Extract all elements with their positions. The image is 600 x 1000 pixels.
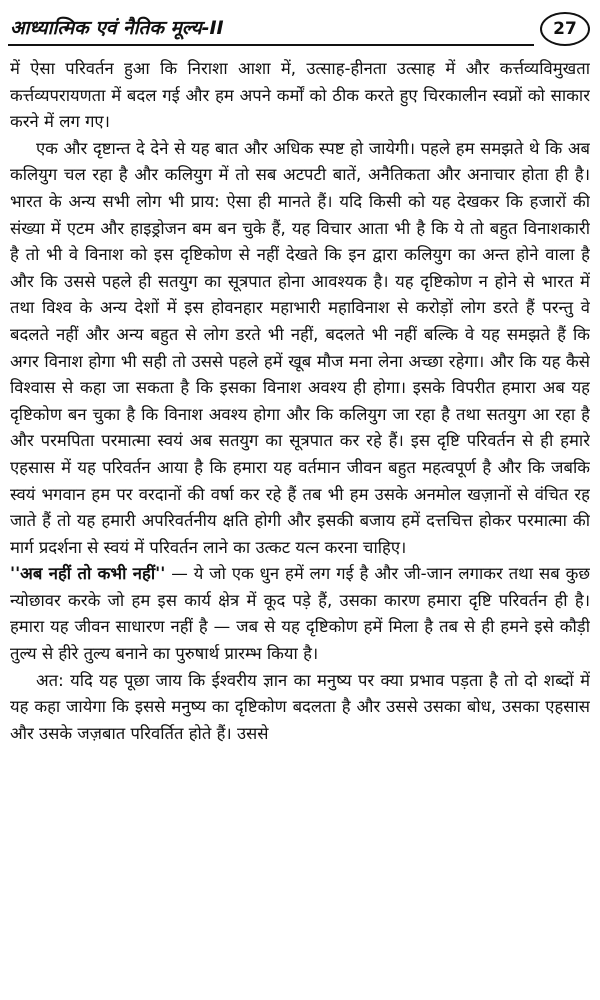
emphasis-quote: ''अब नहीं तो कभी नहीं'' [10, 564, 166, 584]
paragraph-now-or-never-text: — ये जो एक धुन हमें लग गई है और जी-जान लगाकर तथा सब कुछ न्योछावर करके जो हम इस कार्य क्षेत्र में कूद पड़े हैं, उसका कारण हमारा दृष्टि परिवर्तन ही है। हमारा यह जीवन साधारण नहीं है — जब से यह दृष्टिकोण हमें मिला है तब से ही हमने इसे कौड़ी तुल्य से हीरे तुल्य बनाने का पुरुषार्थ प्रारम्भ किया है। [10, 564, 590, 664]
paragraph-continuation: में ऐसा परिवर्तन हुआ कि निराशा आशा में, उत्साह-हीनता उत्साह में और कर्त्तव्यविमुखता कर्त्तव्यपरायणता में बदल गई और हम अपने कर्मों को ठीक करते हुए चिरकालीन स्वप्नों को साकार करने में लग गए। [10, 59, 590, 132]
running-title: आध्यात्मिक एवं नैतिक मूल्य-II [10, 17, 224, 39]
header-rule [8, 44, 534, 46]
paragraph-now-or-never [10, 561, 590, 667]
page-number: 27 [540, 12, 590, 46]
body-text [10, 56, 590, 996]
paragraph-example: एक और दृष्टान्त दे देने से यह बात और अधिक स्पष्ट हो जायेगी। पहले हम समझते थे कि अब कलियुग चल रहा है और कलियुग में तो सब अटपटी बातें, अनैतिकता और अनाचार होता ही है। भारत के अन्य सभी लोग भी प्राय: ऐसा ही मानते हैं। यदि किसी को यह देखकर कि हजारों की संख्या में एटम और हाइड्रोजन बम बन चुके हैं, यह विचार आता भी है कि ये तो बहुत विनाशकारी है तो भी वे विनाश को इस दृष्टिकोण से नहीं देखते कि इन द्वारा कलियुग का अन्त होने वाला है और कि उससे पहले ही सतयुग का सूत्रपात होना आवश्यक है। यह दृष्टिकोण न होने से भारत में तथा विश्व के अन्य देशों में इस होवनहार महाभारी महाविनाश से करोड़ों लोग डरते हैं परन्तु वे बदलते नहीं और अन्य बहुत से लोग डरते भी नहीं, बदलते भी नहीं बल्कि वे यह समझते हैं कि अगर विनाश होगा भी सही तो उससे पहले हमें खूब मौज मना लेना अच्छा रहेगा। और कि यह कैसे विश्वास से कहा जा सकता है कि इसका विनाश अवश्य ही होगा। इसके विपरीत हमारा अब यह दृष्टिकोण बन चुका है कि विनाश अवश्य होगा और कि कलियुग जा रहा है तथा सतयुग आ रहा है और परमपिता परमात्मा स्वयं अब सतयुग का सूत्रपात कर रहे हैं। इस दृष्टि परिवर्तन से ही हमारे एहसास में यह परिवर्तन आया है कि हमारा यह वर्तमान जीवन बहुत महत्वपूर्ण है और कि जबकि स्वयं भगवान हम पर वरदानों की वर्षा कर रहे हैं तब भी हम उसके अनमोल खज़ानों से वंचित रह जाते हैं तो यह हमारी अपरिवर्तनीय क्षति होगी और इसकी बजाय हमें दत्तचित्त होकर परमात्मा की मार्ग प्रदर्शना से स्वयं में परिवर्तन लाने का उत्कट यत्न करना चाहिए। [10, 138, 590, 557]
page-header [8, 6, 592, 46]
paragraph-conclusion: अत: यदि यह पूछा जाय कि ईश्वरीय ज्ञान का मनुष्य पर क्या प्रभाव पड़ता है तो दो शब्दों में यह कहा जायेगा कि इससे मनुष्य का दृष्टिकोण बदलता है और उससे उसका बोध, उसका एहसास और उसके जज़बात परिवर्तित होते हैं। उससे [10, 670, 590, 743]
